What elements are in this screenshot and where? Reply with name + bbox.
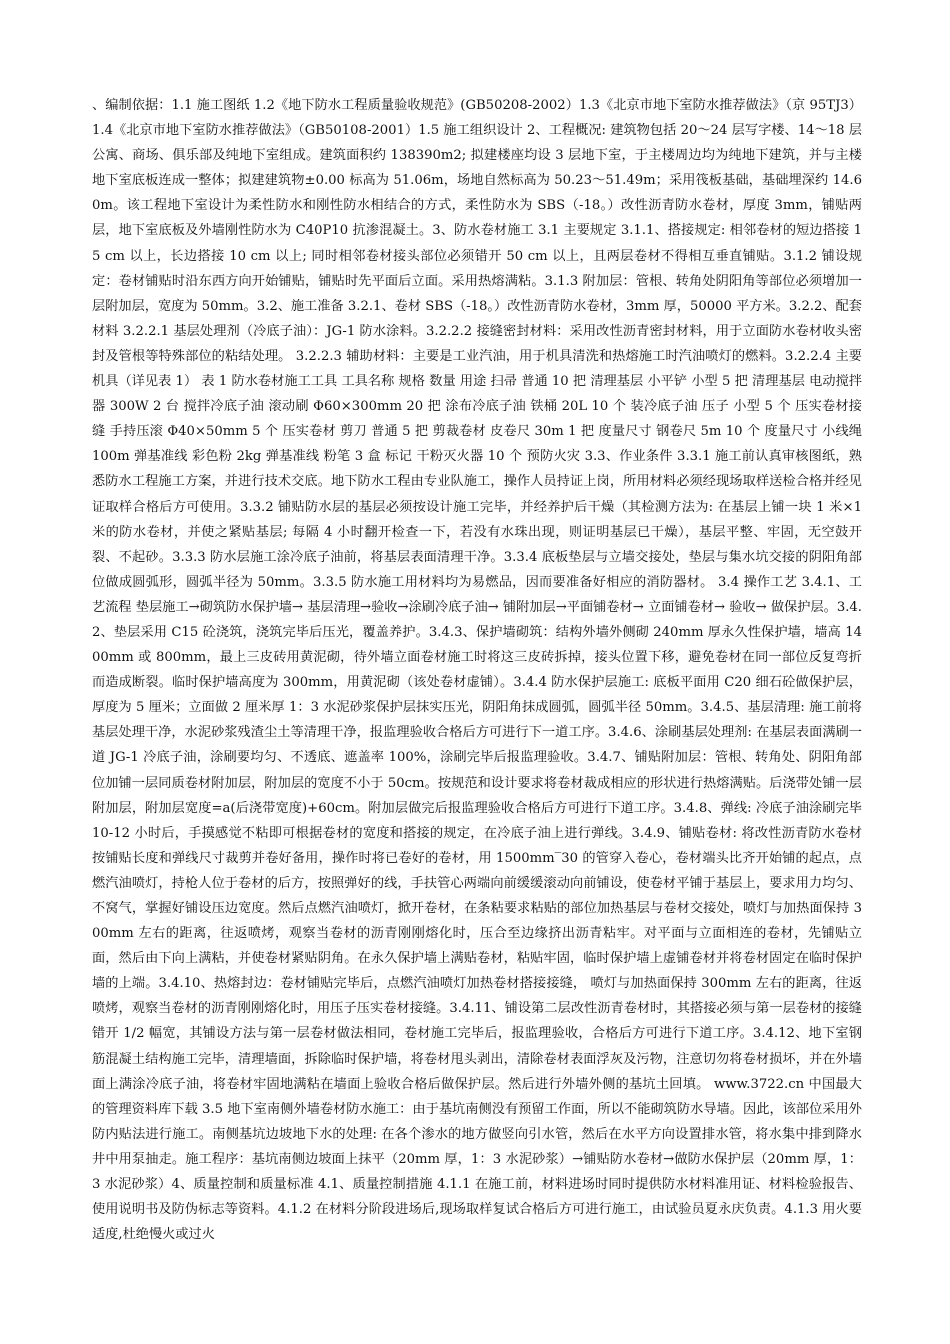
body-paragraph: 、编制依据：1.1 施工图纸 1.2《地下防水工程质量验收规范》(GB50208-2002）1.3《北京市地下室防水推荐做法》（京 95TJ3）1.4《北京市地下室防水推荐做法》（GB50108-2001）1.5 施工组织设计 2、工程概况: 建筑物包括 20～24 层写字楼、14～18 层公寓、商场、俱乐部及纯地下室组成。建筑面积约 138390m2; 拟建楼座均设 3 层地下室，于主楼周边均为纯地下建筑，并与主楼地下室底板连成一整体；拟建建筑物±0.00 标高为 51.06m，场地自然标高为 50.23～51.49m；采用筏板基础，基础埋深约 14.60m。该工程地下室设计为柔性防水和刚性防水相结合的方式，柔性防水为 SBS（-18。）改性沥青防水卷材，厚度 3mm，铺贴两层，地下室底板及外墙刚性防水为 C40P10 抗渗混凝土。3、防水卷材施工 3.1 主要规定 3.1.1、搭接规定: 相邻卷材的短边搭接 15 cm 以上，长边搭接 10 cm 以上; 同时相邻卷材接头部位必须错开 50 cm 以上，且两层卷材不得相互垂直铺贴。3.1.2 铺设规定：卷材铺贴时沿东西方向开始铺贴，铺贴时先平面后立面。采用热熔满粘。3.1.3 附加层：管根、转角处阴阳角等部位必须增加一层附加层，宽度为 50mm。3.2、施工准备 3.2.1、卷材 SBS（-18。）改性沥青防水卷材，3mm 厚，50000 平方米。3.2.2、配套材料 3.2.2.1 基层处理剂（冷底子油）：JG-1 防水涂料。3.2.2.2 接缝密封材料：采用改性沥青密封材料，用于立面防水卷材收头密封及管根等特殊部位的粘结处理。 3.2.2.3 辅助材料：主要是工业汽油，用于机具清洗和热熔施工时汽油喷灯的燃料。3.2.2.4 主要机具（详见表 1） 表 1 防水卷材施工工具 工具名称 规格 数量 用途 扫帚 普通 10 把 清理基层 小平铲 小型 5 把 清理基层 电动搅拌器 300W 2 台 搅拌冷底子油 滚动刷 Φ60×300mm 20 把 涂布冷底子油 铁桶 20L 10 个 装冷底子油 压子 小型 5 个 压实卷材接缝 手持压滚 Φ40×50mm 5 个 压实卷材 剪刀 普通 5 把 剪裁卷材 皮卷尺 30m 1 把 度量尺寸 钢卷尺 5m 10 个 度量尺寸 小线绳 100m 弹基准线 彩色粉 2kg 弹基准线 粉笔 3 盒 标记 干粉灭火器 10 个 预防火灾 3.3、作业条件 3.3.1 施工前认真审核图纸，熟悉防水工程施工方案，并进行技术交底。地下防水工程由专业队施工，操作人员持证上岗，所用材料必须经现场取样送检合格并经见证取样合格后方可使用。3.3.2 铺贴防水层的基层必须按设计施工完毕，并经养护后干燥（其检测方法为: 在基层上铺一块 1 米×1 米的防水卷材，并使之紧贴基层; 每隔 4 小时翻开检查一下，若没有水珠出现，则证明基层已干燥），基层平整、牢固，无空鼓开裂、不起砂。3.3.3 防水层施工涂冷底子油前，将基层表面清理干净。3.3.4 底板垫层与立墙交接处，垫层与集水坑交接的阴阳角部位做成圆弧形，圆弧半径为 50mm。3.3.5 防水施工用材料均为易燃品，因而要准备好相应的消防器材。 3.4 操作工艺 3.4.1、工艺流程 垫层施工→砌筑防水保护墙→ 基层清理→验收→涂刷冷底子油→ 铺附加层→平面铺卷材→ 立面铺卷材→ 验收→ 做保护层。3.4.2、垫层采用 C15 砼浇筑，浇筑完毕后压光，覆盖养护。3.4.3、保护墙砌筑：结构外墙外侧砌 240mm 厚永久性保护墙，墙高 1400mm 或 800mm，最上三皮砖用黄泥砌，待外墙立面卷材施工时将这三皮砖拆掉，接头位置下移，避免卷材在同一部位反复弯折而造成断裂。临时保护墙高度为 300mm，用黄泥砌（该处卷材虚铺）。3.4.4 防水保护层施工: 底板平面用 C20 细石砼做保护层，厚度为 5 厘米；立面做 2 厘米厚 1：3 水泥砂浆保护层抹实压光，阴阳角抹成圆弧，圆弧半径 50mm。3.4.5、基层清理: 施工前将基层处理干净，水泥砂浆残渣尘土等清理干净，报监理验收合格后方可进行下一道工序。3.4.6、涂刷基层处理剂: 在基层表面满刷一道 JG-1 冷底子油，涂刷要均匀、不透底、遮盖率 100%，涂刷完毕后报监理验收。3.4.7、铺贴附加层：管根、转角处、阴阳角部位加铺一层同质卷材附加层，附加层的宽度不小于 50cm。按规范和设计要求将卷材裁成相应的形状进行热熔满贴。后浇带处铺一层附加层，附加层宽度=a(后浇带宽度)+60cm。附加层做完后报监理验收合格后方可进行下道工序。3.4.8、弹线: 冷底子油涂刷完毕 10-12 小时后，手摸感觉不粘即可根据卷材的宽度和搭接的规定，在冷底子油上进行弹线。3.4.9、铺贴卷材: 将改性沥青防水卷材按铺贴长度和弹线尺寸裁剪并卷好备用，操作时将已卷好的卷材，用 1500mm‾30 的管穿入卷心，卷材端头比齐开始铺的起点，点燃汽油喷灯，持枪人位于卷材的后方，按照弹好的线，手扶管心两端向前缓缓滚动向前铺设，使卷材平铺于基层上，要求用力均匀、不窝气，掌握好铺设压边宽度。然后点燃汽油喷灯，掀开卷材，在条粘要求粘贴的部位加热基层与卷材交接处，喷灯与加热面保持 300mm 左右的距离，往返喷烤，观察当卷材的沥青刚刚熔化时，压合至边缘挤出沥青粘牢。对平面与立面相连的卷材，先铺贴立面，然后由下向上满粘，并使卷材紧贴阴角。在永久保护墙上满贴卷材，粘贴牢固，临时保护墙上虚铺卷材并将卷材固定在临时保护墙的上端。3.4.10、热熔封边：卷材铺贴完毕后，点燃汽油喷灯加热卷材搭接接缝， 喷灯与加热面保持 300mm 左右的距离，往返喷烤，观察当卷材的沥青刚刚熔化时，用压子压实卷材接缝。3.4.11、铺设第二层改性沥青卷材时，其搭接必须与第一层卷材的接缝错开 1/2 幅宽，其铺设方法与第一层卷材做法相同，卷材施工完毕后，报监理验收，合格后方可进行下道工序。3.4.12、地下室钢筋混凝土结构施工完毕，清理墙面，拆除临时保护墙，将卷材甩头剥出，清除卷材表面浮灰及污物，注意切勿将卷材损坏，并在外墙面上满涂冷底子油，将卷材牢固地满粘在墙面上验收合格后做保护层。然后进行外墙外侧的基坑土回填。 www.3722.cn 中国最大的管理资料库下载 3.5 地下室南侧外墙卷材防水施工：由于基坑南侧没有预留工作面，所以不能砌筑防水导墙。因此，该部位采用外防内贴法进行施工。南侧基坑边坡地下水的处理: 在各个渗水的地方做竖向引水管，然后在水平方向设置排水管，将水集中排到降水井中用泵抽走。施工程序：基坑南侧边坡面上抹平（20mm 厚，1：3 水泥砂浆）→铺贴防水卷材→做防水保护层（20mm 厚，1：3 水泥砂浆）4、质量控制和质量标准 4.1、质量控制措施 4.1.1 在施工前，材料进场时同时提供防水材料准用证、材料检验报告、使用说明书及防伪标志等资料。4.1.2 在材料分阶段进场后,现场取样复试合格后方可进行施工，由试验员夏永庆负责。4.1.3 用火要适度,杜绝慢火或过火 (92, 98, 862, 1243)
